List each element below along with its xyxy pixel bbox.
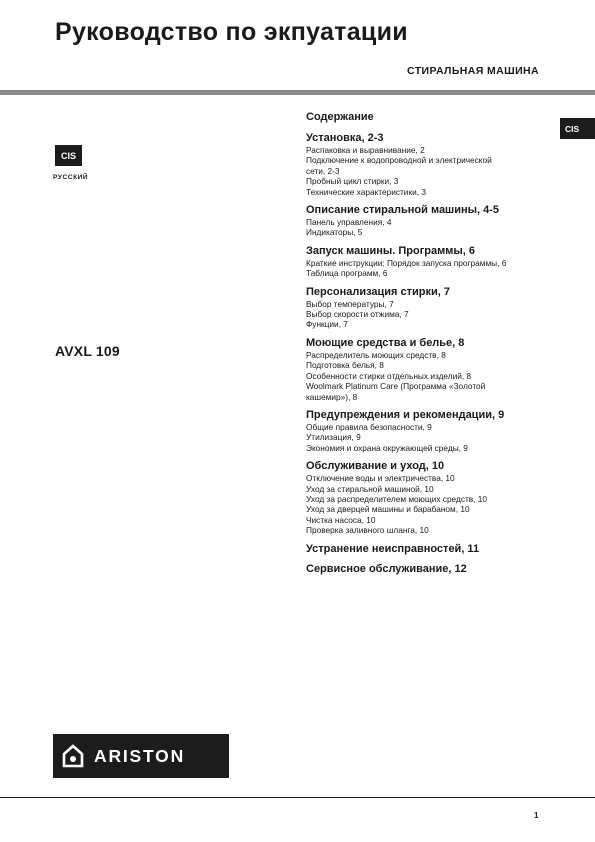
page-number: 1 <box>534 811 539 820</box>
toc-section <box>306 543 546 556</box>
brand-logo <box>53 734 229 778</box>
header-divider <box>0 90 595 95</box>
toc-section <box>306 245 546 279</box>
toc-entry: Пробный цикл стирки, 3 <box>306 176 399 187</box>
toc-entry: Краткие инструкции: Порядок запуска программы, 6 <box>306 257 507 268</box>
toc-section-title: Персонализация стирки, 7 <box>306 285 451 298</box>
toc-entry: Подключение к водопроводной и электрической <box>306 155 492 166</box>
toc-entry: Распаковка и выравнивание, 2 <box>306 145 425 155</box>
toc-entry: Подготовка белья, 8 <box>306 360 384 371</box>
toc-entry: Общие правила безопасности, 9 <box>306 421 432 432</box>
model-number: AVXL 109 <box>55 343 120 359</box>
toc-entry: Проверка заливного шланга, 10 <box>306 525 429 536</box>
toc-entry: кашемир»), 8 <box>306 391 358 402</box>
toc-section <box>306 286 546 330</box>
toc-entry: Индикаторы, 5 <box>306 227 363 238</box>
toc-entry: Woolmark Platinum Care (Программа «Золотой <box>306 381 486 392</box>
toc-section-title: Предупреждения и рекомендации, 9 <box>306 408 505 421</box>
toc-entry: Таблица программ, 6 <box>306 268 388 279</box>
toc-section-title: Описание стиральной машины, 4-5 <box>306 204 500 217</box>
product-category: СТИРАЛЬНАЯ МАШИНА <box>406 65 539 77</box>
footer-divider <box>0 797 595 798</box>
toc-entry: Уход за дверцей машины и барабаном, 10 <box>306 504 470 515</box>
toc-section-title: Запуск машины. Программы, 6 <box>306 244 476 257</box>
toc-entry: Особенности стирки отдельных изделий, 8 <box>306 370 472 381</box>
toc-heading: Содержание <box>306 111 374 123</box>
toc-entry: Выбор температуры, 7 <box>306 298 394 309</box>
toc-entry: Экономия и охрана окружающей среды, 9 <box>306 442 468 453</box>
toc-section <box>306 337 546 402</box>
toc-section <box>306 132 546 197</box>
toc-entry: Уход за распределителем моющих средств, 10 <box>306 493 488 504</box>
toc-section-title: Моющие средства и белье, 8 <box>306 336 465 349</box>
toc-section <box>306 563 546 576</box>
toc-entry: Отключение воды и электричества, 10 <box>306 473 455 484</box>
toc-entry: Технические характеристики, 3 <box>306 186 426 197</box>
toc-section-title: Установка, 2-3 <box>306 132 384 144</box>
toc-entry: Распределитель моющих средств, 8 <box>306 349 446 360</box>
language-name: РУССКИЙ <box>53 174 89 181</box>
language-badge: CIS <box>55 145 82 166</box>
toc-entry: Уход за стиральной машиной, 10 <box>306 483 434 494</box>
brand-name: ARISTON <box>94 745 186 766</box>
table-of-contents <box>306 111 546 583</box>
side-tab-cis: CIS <box>560 118 595 139</box>
toc-entry: Выбор скорости отжима, 7 <box>306 309 409 320</box>
toc-entry: Чистка насоса, 10 <box>306 514 376 525</box>
toc-entry: Утилизация, 9 <box>306 432 361 443</box>
toc-section-title: Сервисное обслуживание, 12 <box>306 562 467 575</box>
house-icon <box>62 744 84 768</box>
page-title: Руководство по экпуатации <box>55 18 408 46</box>
toc-section <box>306 460 546 535</box>
toc-section <box>306 204 546 238</box>
toc-section <box>306 409 546 453</box>
toc-entry: Панель управления, 4 <box>306 217 392 228</box>
toc-section-title: Обслуживание и уход, 10 <box>306 460 445 473</box>
toc-entry: Функции, 7 <box>306 319 348 330</box>
toc-entry: сети, 2-3 <box>306 165 340 176</box>
toc-section-title: Устранение неисправностей, 11 <box>306 542 480 555</box>
